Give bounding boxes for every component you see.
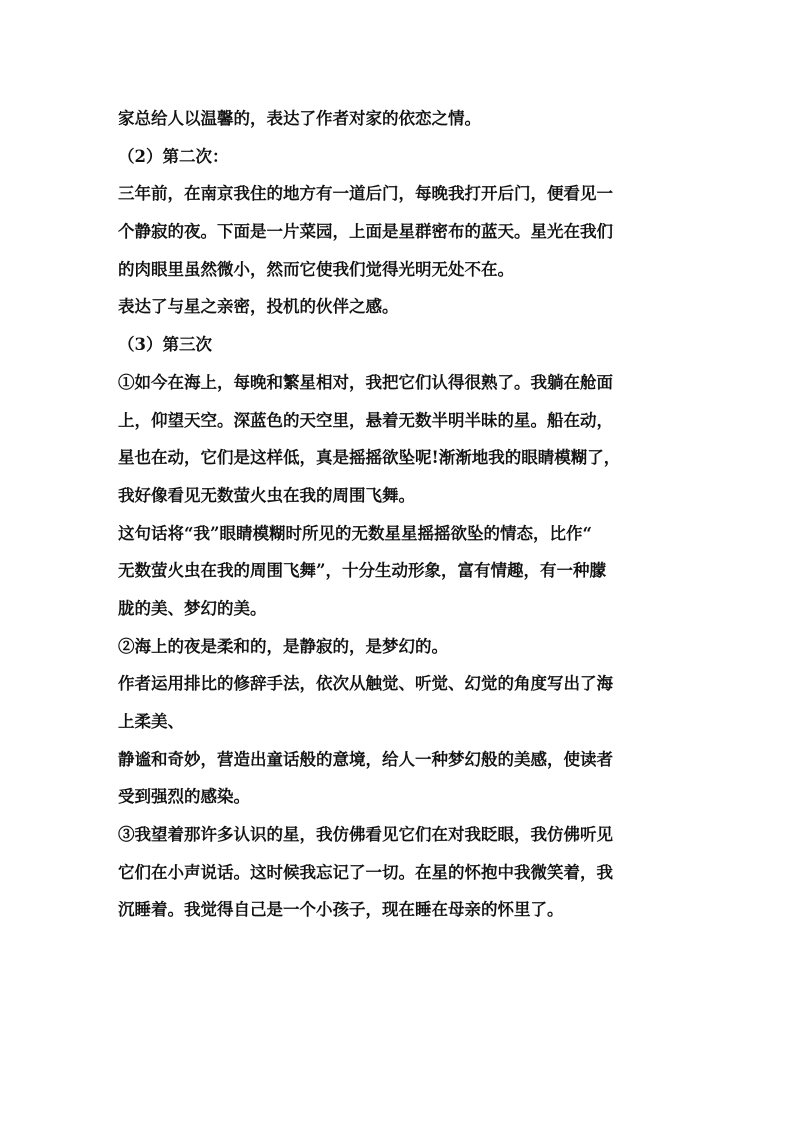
text-line: 沉睡着。我觉得自己是一个小孩子，现在睡在母亲的怀里了。 (118, 900, 564, 920)
text-line: 胧的美、梦幻的美。 (118, 598, 267, 618)
text-line: 个静寂的夜。下面是一片菜园，上面是星群密布的蓝天。星光在我们 (118, 222, 613, 242)
text-line: 的肉眼里虽然微小，然而它使我们觉得光明无处不在。 (118, 259, 514, 279)
text-line: 表达了与星之亲密，投机的伙伴之感。 (118, 297, 399, 317)
text-line: 无数萤火虫在我的周围飞舞”，十分生动形象，富有情趣，有一种朦 (118, 561, 606, 581)
text-line: 星也在动，它们是这样低，真是摇摇欲坠呢!渐渐地我的眼睛模糊了， (118, 448, 621, 468)
text-line: ①如今在海上，每晚和繁星相对，我把它们认得很熟了。我躺在舱面 (118, 372, 613, 392)
document-body (118, 100, 688, 929)
text-line: ②海上的夜是柔和的，是静寂的，是梦幻的。 (118, 636, 448, 656)
text-line: 受到强烈的感染。 (118, 787, 250, 807)
text-line: 作者运用排比的修辞手法，依次从触觉、听觉、幻觉的角度写出了海 (118, 674, 613, 694)
text-line: 我好像看见无数萤火虫在我的周围飞舞。 (118, 485, 415, 505)
text-line: 三年前，在南京我住的地方有一道后门，每晚我打开后门，便看见一 (118, 184, 613, 204)
text-line: 它们在小声说话。这时候我忘记了一切。在星的怀抱中我微笑着，我 (118, 862, 613, 882)
text-line: 这句话将“我”眼睛模糊时所见的无数星星摇摇欲坠的情态，比作“ (118, 523, 592, 543)
text-line: 上柔美、 (118, 712, 184, 731)
section-heading: （2）第二次： (118, 146, 229, 166)
section-heading: （3）第三次 (118, 335, 212, 355)
text-line: ③我望着那许多认识的星，我仿佛看见它们在对我眨眼，我仿佛听见 (118, 825, 613, 845)
text-line: 家总给人以温馨的，表达了作者对家的依恋之情。 (118, 109, 481, 128)
text-line: 静谧和奇妙，营造出童话般的意境，给人一种梦幻般的美感，使读者 (118, 749, 613, 769)
text-line: 上，仰望天空。深蓝色的天空里，悬着无数半明半昧的星。船在动， (118, 410, 613, 430)
